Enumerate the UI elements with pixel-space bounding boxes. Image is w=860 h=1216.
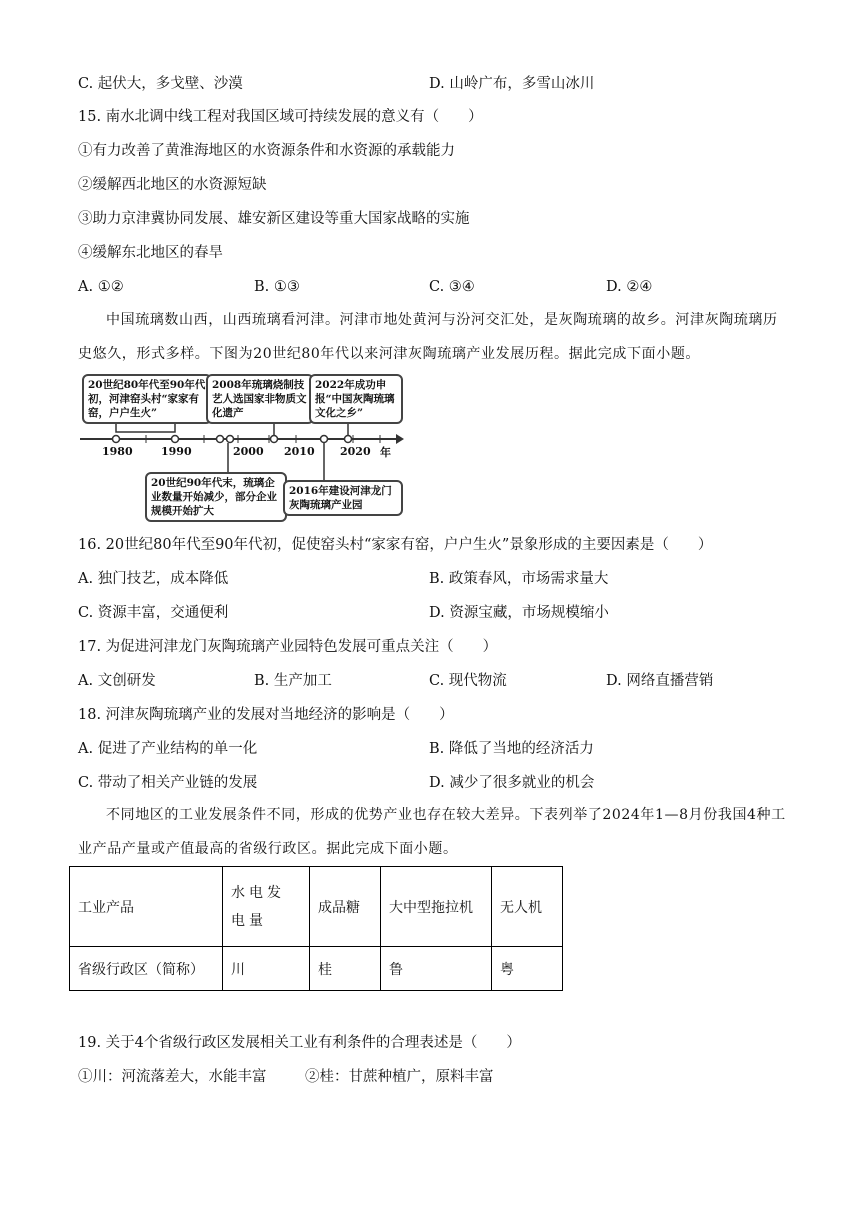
q15-option-b: B. ①③ (254, 279, 300, 295)
timeline-box-2022: 2022年成功申报“中国灰陶琉璃文化之乡” (309, 374, 403, 424)
industry-table (69, 866, 563, 991)
q17-stem: 17. 为促进河津龙门灰陶琉璃产业园特色发展可重点关注（ ） (78, 639, 498, 655)
q14-option-d: D. 山岭广布，多雪山冰川 (429, 76, 595, 92)
q16-stem: 16. 20世纪80年代至90年代初，促使窑头村“家家有窑，户户生火”景象形成的主要因素是（ ） (78, 537, 713, 553)
timeline-box-1980s: 20世纪80年代至90年代初，河津窑头村“家家有窑，户户生火” (82, 374, 212, 424)
timeline-box-1990s-end: 20世纪90年代末，琉璃企业数量开始减少，部分企业规模开始扩大 (145, 472, 287, 522)
table-header-cell: 工业产品 (70, 867, 223, 947)
table-header-cell: 大中型拖拉机 (381, 867, 492, 947)
timeline-box-2016: 2016年建设河津龙门灰陶琉璃产业园 (283, 480, 403, 516)
passage-glaze-history: 中国琉璃数山西，山西琉璃看河津。河津市地处黄河与汾河交汇处，是灰陶琉璃的故乡。河津灰陶琉璃历史悠久，形式多样。下图为20世纪80年代以来河津灰陶琉璃产业发展历程。据此完成下面小题。 (78, 312, 778, 362)
table-row (70, 947, 563, 991)
q15-item-3: ③助力京津冀协同发展、雄安新区建设等重大国家战略的实施 (78, 211, 470, 227)
q17-option-a: A. 文创研发 (78, 673, 156, 689)
q16-option-a: A. 独门技艺，成本降低 (78, 571, 229, 587)
q18-option-d: D. 减少了很多就业的机会 (429, 775, 595, 791)
table-cell: 省级行政区（简称） (70, 947, 223, 991)
q18-option-a: A. 促进了产业结构的单一化 (78, 741, 258, 757)
q16-option-d: D. 资源宝藏，市场规模缩小 (429, 605, 609, 621)
q15-item-2: ②缓解西北地区的水资源短缺 (78, 177, 267, 193)
passage-industry: 不同地区的工业发展条件不同，形成的优势产业也存在较大差异。下表列举了2024年1—8月份我国4种工业产品产量或产值最高的省级行政区。据此完成下面小题。 (78, 807, 786, 857)
q18-option-b: B. 降低了当地的经济活力 (429, 741, 594, 757)
timeline-figure (78, 372, 408, 524)
q14-option-c: C. 起伏大，多戈壁、沙漠 (78, 76, 243, 92)
timeline-box-2008: 2008年琉璃烧制技艺人选国家非物质文化遗产 (206, 374, 314, 424)
table-cell: 川 (223, 947, 310, 991)
tick-2000: 2000 (233, 445, 264, 458)
table-cell: 粤 (492, 947, 563, 991)
table-header-cell: 水电发电量 (223, 867, 310, 947)
q15-option-d: D. ②④ (606, 279, 653, 295)
tick-1990: 1990 (161, 445, 192, 458)
q15-option-c: C. ③④ (429, 279, 475, 295)
table-header-cell: 无人机 (492, 867, 563, 947)
q16-option-b: B. 政策春风，市场需求量大 (429, 571, 609, 587)
q15-option-a: A. ①② (78, 279, 124, 295)
q15-stem: 15. 南水北调中线工程对我国区域可持续发展的意义有（ ） (78, 109, 483, 125)
q17-option-d: D. 网络直播营销 (606, 673, 714, 689)
q17-option-c: C. 现代物流 (429, 673, 507, 689)
table-cell: 桂 (310, 947, 381, 991)
table-header-row (70, 867, 563, 947)
q18-option-c: C. 带动了相关产业链的发展 (78, 775, 258, 791)
q16-option-c: C. 资源丰富，交通便利 (78, 605, 229, 621)
q15-item-1: ①有力改善了黄淮海地区的水资源条件和水资源的承载能力 (78, 143, 455, 159)
tick-2010: 2010 (284, 445, 315, 458)
q19-item-2: ②桂：甘蔗种植广，原料丰富 (305, 1069, 494, 1085)
q19-item-1: ①川：河流落差大，水能丰富 (78, 1069, 267, 1085)
q17-option-b: B. 生产加工 (254, 673, 332, 689)
tick-1980: 1980 (102, 445, 133, 458)
q15-item-4: ④缓解东北地区的春旱 (78, 245, 223, 261)
table-cell: 鲁 (381, 947, 492, 991)
table-header-cell: 成品糖 (310, 867, 381, 947)
tick-2020: 2020 (340, 445, 371, 458)
q18-stem: 18. 河津灰陶琉璃产业的发展对当地经济的影响是（ ） (78, 707, 454, 723)
axis-unit: 年 (380, 446, 391, 459)
q19-stem: 19. 关于4个省级行政区发展相关工业有利条件的合理表述是（ ） (78, 1035, 521, 1051)
